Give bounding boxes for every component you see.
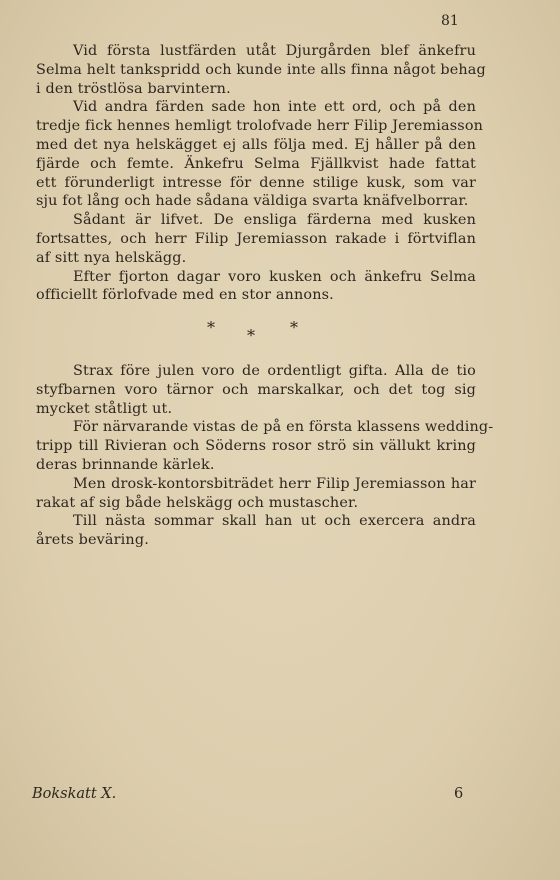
text-line: styfbarnen voro tärnor och marskalkar, och det tog sig	[36, 381, 476, 398]
text-line: Vid andra färden sade hon inte ett ord, och på den	[73, 99, 476, 116]
sheet-number: 6	[454, 786, 464, 802]
text-line: tripp till Rivieran och Söderns rosor strö sin vällukt kring	[36, 438, 476, 455]
text-line: Vid första lustfärden utåt Djurgården blef änkefru	[73, 43, 476, 59]
text-line: rakat af sig både helskägg och mustascher.	[36, 494, 359, 511]
signature-mark: Bokskatt X.	[32, 786, 117, 802]
text-line: mycket ståtligt ut.	[36, 400, 173, 417]
text-line: i den tröstlösa barvintern.	[36, 80, 231, 97]
text-line: Strax före julen voro de ordentligt gifta. Alla de tio	[73, 363, 476, 379]
text-line: deras brinnande kärlek.	[36, 456, 215, 473]
text-line: med det nya helskägget ej alls följa med. Ej håller på den	[36, 136, 476, 153]
text-line: För närvarande vistas de på en första klassens wedding-	[73, 419, 494, 436]
text-line: officiellt förlofvade med en stor annons.	[36, 287, 334, 304]
section-break	[0, 318, 560, 348]
text-line: Till nästa sommar skall han ut och exercera andra	[73, 513, 476, 530]
text-line: Selma helt tankspridd och kunde inte alls finna något behag	[36, 61, 486, 78]
text-line: ett förunderligt intresse för denne stilige kusk, som var	[36, 174, 476, 191]
text-line: årets beväring.	[36, 532, 149, 549]
text-line: Men drosk-kontorsbiträdet herr Filip Jeremiasson har	[73, 475, 476, 492]
text-block-2	[36, 362, 494, 550]
text-line: fjärde och femte. Änkefru Selma Fjällkvist hade fattat	[36, 155, 476, 172]
asterisk-right: *	[290, 318, 298, 337]
text-line: fortsattes, och herr Filip Jeremiasson rakade i förtviflan	[36, 230, 476, 247]
text-line: Efter fjorton dagar voro kusken och änkefru Selma	[73, 268, 476, 285]
text-line: tredje fick hennes hemligt trolofvade herr Filip Jeremiasson	[36, 118, 484, 135]
page-number: 81	[441, 13, 459, 29]
asterisk-left: *	[207, 318, 215, 337]
text-line: sju fot lång och hade sådana väldiga svarta knäfvelborrar.	[36, 193, 469, 210]
text-line: Sådant är lifvet. De ensliga färderna med kusken	[73, 212, 476, 229]
text-block-1	[36, 42, 486, 305]
asterisk-middle: *	[247, 326, 255, 345]
text-line: af sitt nya helskägg.	[36, 249, 187, 266]
